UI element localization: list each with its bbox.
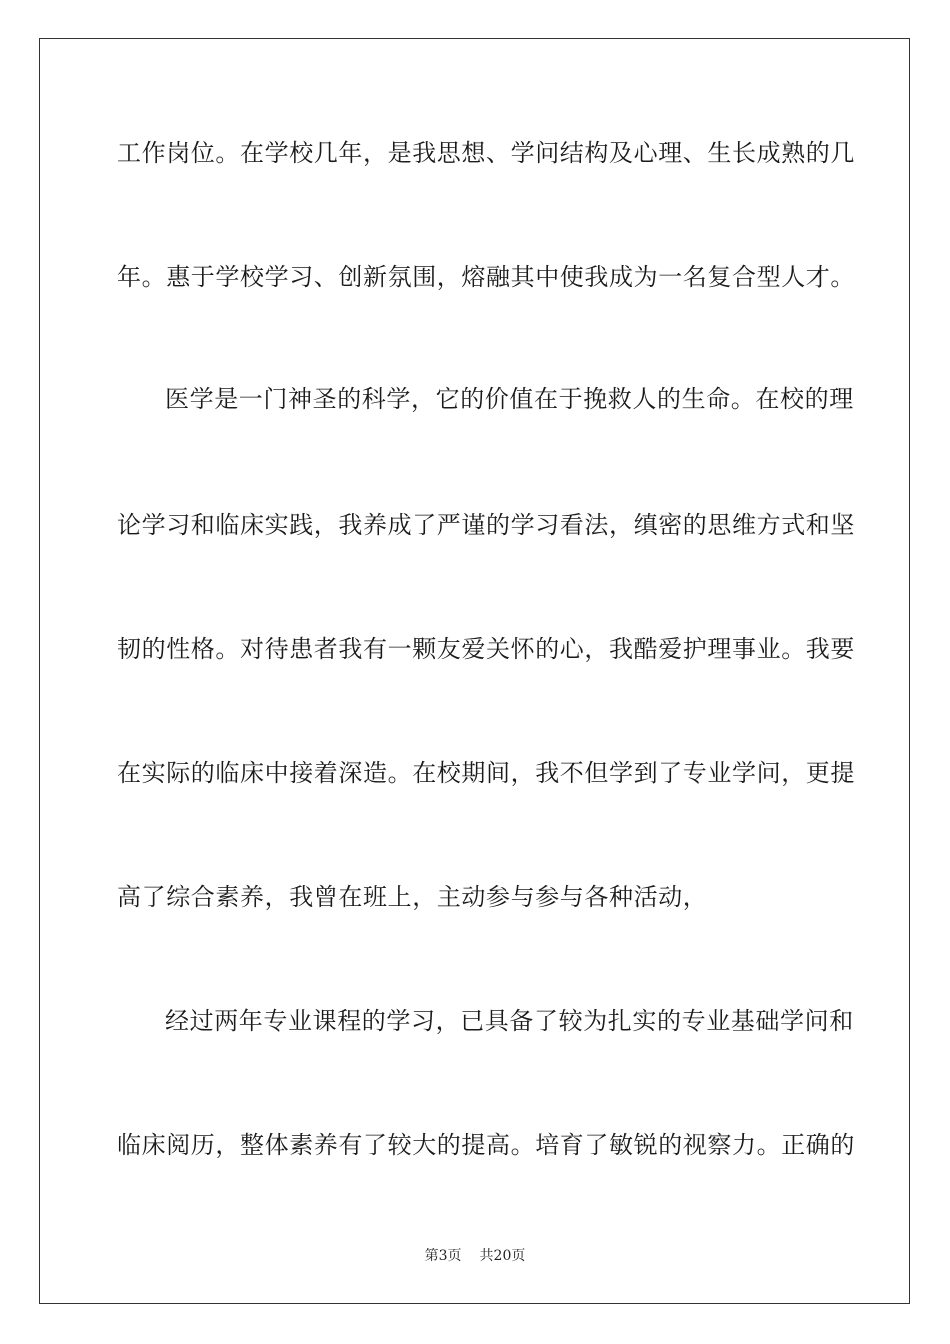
paragraph-line: 韧的性格。对待患者我有一颗友爱关怀的心，我酷爱护理事业。我要 bbox=[117, 635, 855, 663]
paragraph-line: 高了综合素养，我曾在班上，主动参与参与各种活动， bbox=[117, 883, 708, 911]
page-border bbox=[39, 38, 910, 1304]
page-number: 第3页 bbox=[424, 1248, 462, 1264]
paragraph-line: 临床阅历，整体素养有了较大的提高。培育了敏锐的视察力。正确的 bbox=[117, 1131, 855, 1159]
paragraph-line: 工作岗位。在学校几年，是我思想、学问结构及心理、生长成熟的几 bbox=[117, 139, 855, 167]
page-footer bbox=[0, 1247, 950, 1265]
paragraph-line: 论学习和临床实践，我养成了严谨的学习看法，缜密的思维方式和坚 bbox=[117, 511, 855, 539]
paragraph-line: 经过两年专业课程的学习，已具备了较为扎实的专业基础学问和 bbox=[165, 1007, 854, 1035]
paragraph-line: 年。惠于学校学习、创新氛围，熔融其中使我成为一名复合型人才。 bbox=[117, 263, 855, 291]
paragraph-line: 在实际的临床中接着深造。在校期间，我不但学到了专业学问，更提 bbox=[117, 759, 855, 787]
paragraph-line: 医学是一门神圣的科学，它的价值在于挽救人的生命。在校的理 bbox=[165, 385, 854, 413]
page-total: 共20页 bbox=[479, 1248, 526, 1264]
